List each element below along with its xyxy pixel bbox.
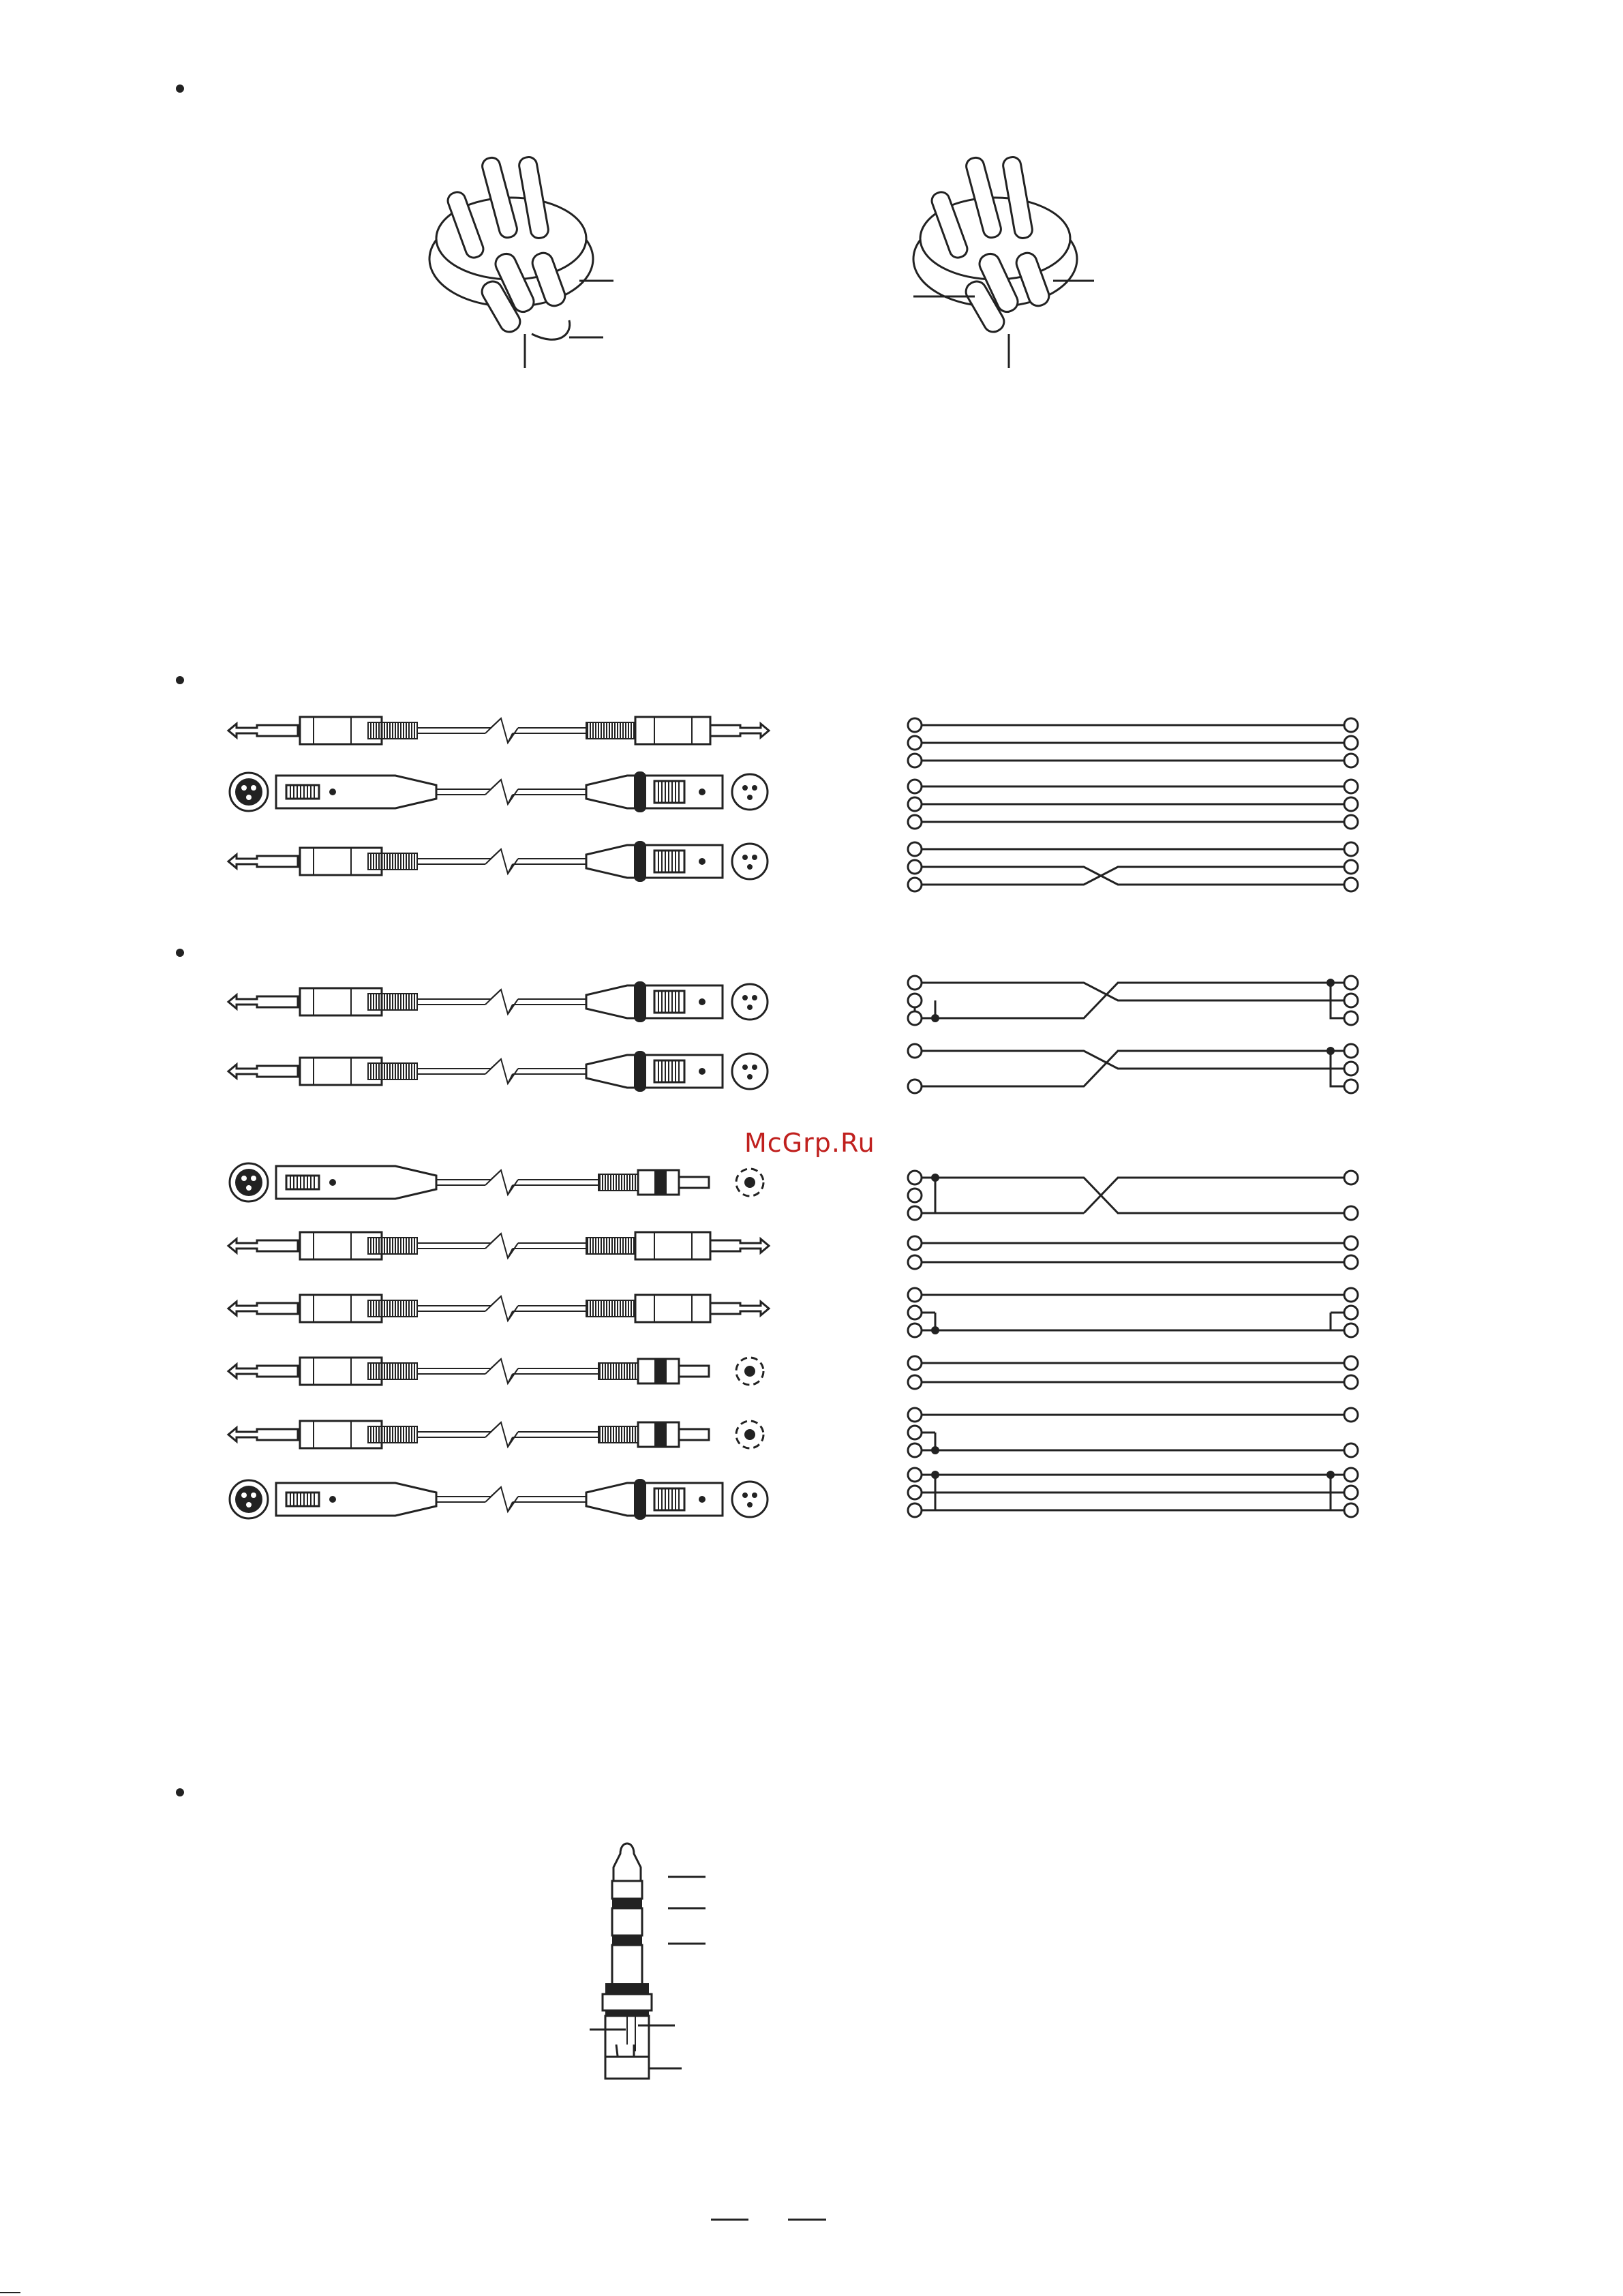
jack-plug-icon [228,988,417,1015]
din-plug-icon [429,156,613,368]
cable-row [230,1163,763,1201]
wiring-schematic [908,1288,1358,1337]
cable-row [230,771,768,812]
xlr-connector-icon [586,1051,768,1092]
watermark: McGrp.Ru [744,1128,875,1158]
cable-row [228,1421,763,1448]
rca-connector-icon [598,1358,763,1385]
jack-plug-icon [228,1358,417,1385]
wiring-schematic [908,1236,1358,1269]
jack-plug-icon [228,1232,417,1259]
jack-plug-icon [228,1058,417,1085]
xlr-connector-icon [586,1479,768,1520]
cable-row [228,1232,769,1259]
cable-row [228,981,768,1022]
xlr-connector-icon [230,773,436,811]
jack-plug-icon [228,848,417,875]
jack-plug-icon [228,1421,417,1448]
cable-row [228,717,769,744]
cable-row [228,1295,769,1322]
xlr-connector-icon [230,1480,436,1518]
rca-connector-icon [598,1169,763,1196]
xlr-connector-icon [230,1163,436,1201]
wiring-schematic [908,1044,1358,1093]
wiring-schematic [908,718,1358,767]
cable-row [228,1358,763,1385]
jack-plug-icon [586,1295,769,1322]
cable-row [228,841,768,882]
wiring-schematic [908,1171,1358,1220]
wiring-schematic [908,1408,1358,1457]
jack-plug-icon [586,717,769,744]
jack-plug-icon [228,717,417,744]
xlr-connector-icon [586,841,768,882]
jack-plug-icon [590,1843,706,2079]
rca-connector-icon [598,1421,763,1448]
cable-row [230,1479,768,1520]
din-plug-icon [913,156,1094,368]
wiring-schematic [908,976,1358,1025]
cable-row [228,1051,768,1092]
xlr-connector-icon [586,981,768,1022]
wiring-schematic [908,842,1358,891]
wiring-schematic [908,1356,1358,1389]
xlr-connector-icon [586,771,768,812]
wiring-schematic [908,780,1358,829]
jack-plug-icon [586,1232,769,1259]
jack-plug-icon [228,1295,417,1322]
wiring-schematic [908,1468,1358,1517]
